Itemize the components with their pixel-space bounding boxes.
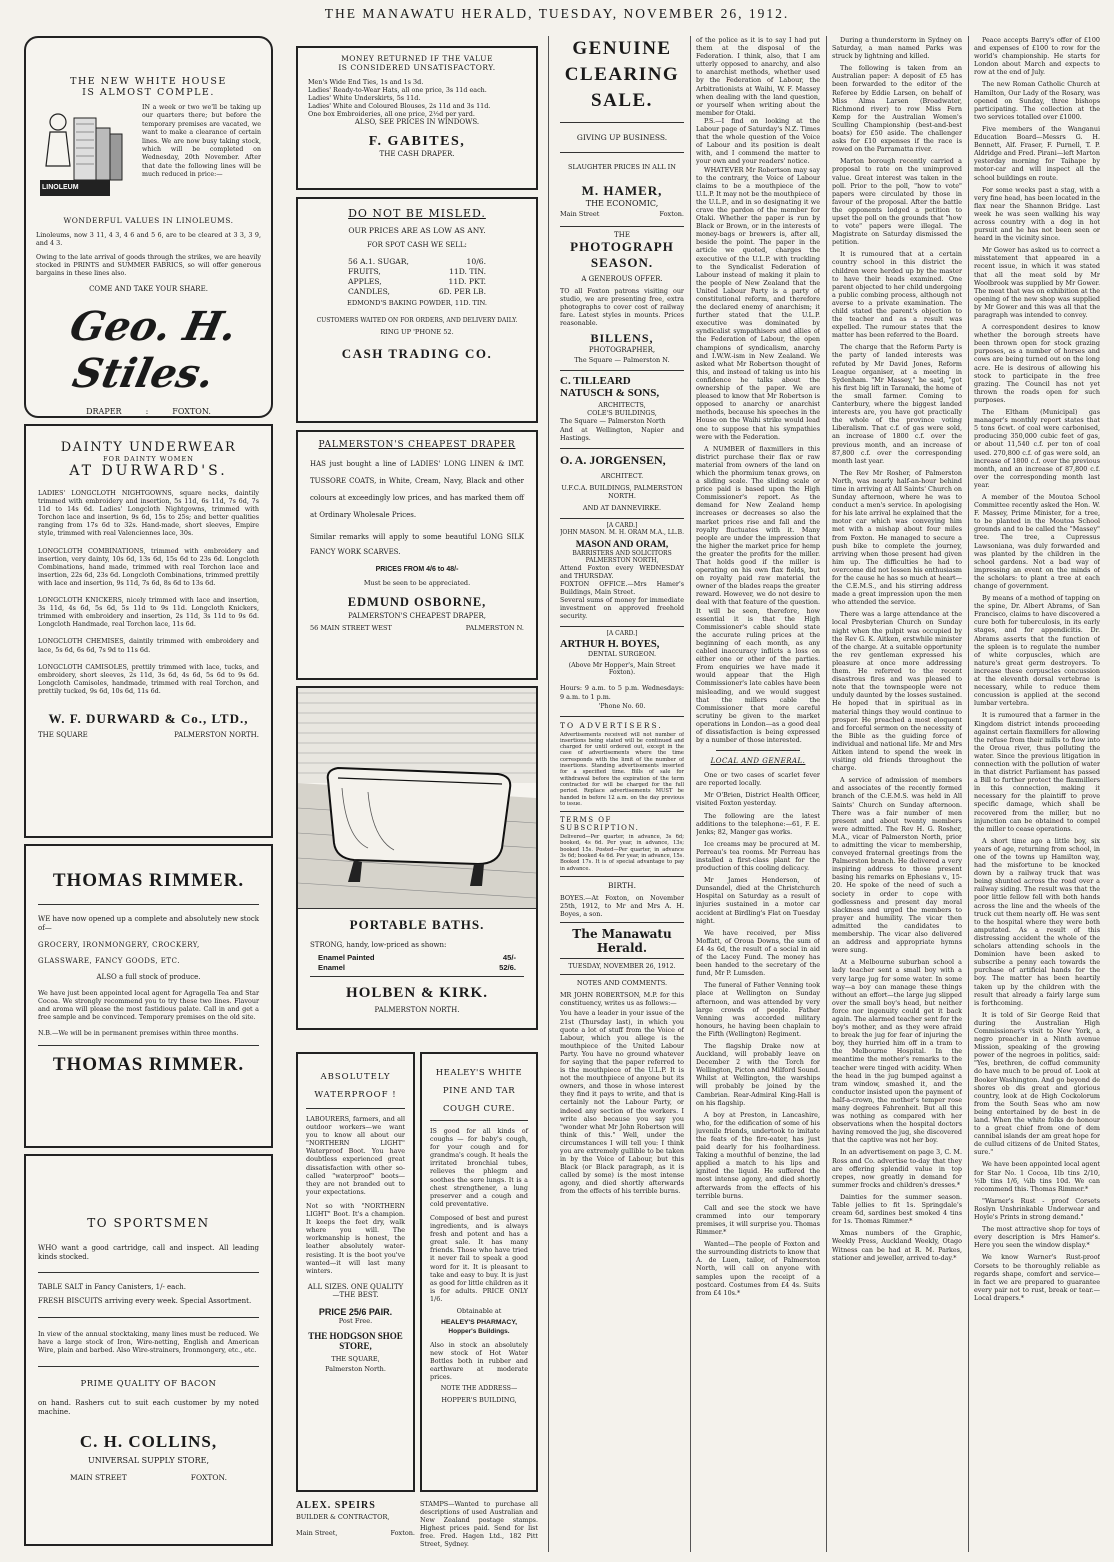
- gabites-item-6: ALSO, SEE PRICES IN WINDOWS.: [354, 118, 480, 127]
- durward-addr-2: PALMERSTON NORTH.: [174, 730, 259, 739]
- baths-row-2-label: Enamel: [318, 963, 346, 973]
- hamer-giving-up: GIVING UP BUSINESS.: [576, 133, 668, 142]
- waterproof-town: Palmerston North.: [325, 1364, 386, 1373]
- healey-heading-1: HEALEY'S WHITE: [435, 1068, 523, 1078]
- col4-para-6: One or two cases of scarlet fever are reported locally.: [696, 771, 820, 788]
- cash-waited: CUSTOMERS WAITED ON FOR ORDERS, AND DELIVERY DAILY.: [316, 317, 518, 324]
- gabites-item-1: Men's Wide End Ties, 1s and 1s 3d.: [308, 78, 424, 86]
- terms-text: Delivered—Per quarter, in advance, 3s 6d; booked, 4s 6d. Per year, in advance, 13s; booked 15s. Posted—Per quarter, in advance 3s 6d; booked 4s 6d. Per year, in advance, 15s. Booked 17s. It is of special advantage to pay in advance.: [560, 834, 684, 872]
- healey-pharmacy: HEALEY'S PHARMACY,: [440, 1318, 517, 1326]
- collins-salt: TABLE SALT in Fancy Canisters, 1/- each.: [38, 1283, 187, 1291]
- cash-price-row: [348, 277, 486, 287]
- col6-para-8: By means of a method of tapping on the spine, Dr. Albert Abrams, of San Francisco, claims to have discovered a cure both for tuberculosis, in its early stages, and for appendicitis. Dr. Abrams asserts that the function of the spleen is to regulate the number of white corpuscles, which are nature's great germ destroyers. To increase these corpuscles concussion at the eleventh dorsal vertebrae is necessary, while to reduce them concussion is applied at the second lumbar vertebra.: [974, 594, 1100, 708]
- gabites-ad: [296, 46, 538, 190]
- col5-para-3: It is rumoured that at a certain country school in this district the children were herded up by the master to have their heads examined. One parent objected to her child undergoing a public combing process, although not averse to a private examination. The child stated the parent's objection to the teacher and as a result was expelled. The rumour states that the matter has been referred to the Board.: [832, 250, 962, 340]
- hamer-heading-1: GENUINE: [572, 38, 672, 59]
- col5-para-2: Marton borough recently carried a proposal to rate on the unimproved value. Great interest was taken in the poll. Prior to the poll, "how to vote" papers were circulated by those in favour of the proposal. After the battle the opponents lodged a petition to upset the poll on the grounds that "how to vote" papers were illegal. The Magistrate on Saturday dismissed the petition.: [832, 157, 962, 247]
- cash-price: 6D. PER LB.: [438, 287, 486, 296]
- boyes-sub: DENTAL SURGEON.: [587, 650, 657, 659]
- col4-para-12: The funeral of Father Venning took place at Wellington on Sunday afternoon, and was attended by very large crowds of people. Father Venning was accorded military honours, he having been chaplain to the Fifth (Wellington) Regiment.: [696, 981, 820, 1038]
- healey-buildings: Hopper's Buildings.: [448, 1327, 510, 1335]
- advertisers-heading: TO ADVERTISERS.: [560, 720, 663, 730]
- mason-firm: MASON AND ORAM,: [575, 539, 669, 550]
- cash-spot: FOR SPOT CASH WE SELL:: [367, 241, 467, 249]
- osborne-sub: PALMERSTON'S CHEAPEST DRAPER,: [348, 612, 486, 620]
- waterproof-square: THE SQUARE,: [331, 1354, 380, 1363]
- boyes-card: [A CARD.]: [606, 630, 638, 638]
- col4-para-9: Ice creams may be procured at M. Perreau's tea rooms. Mr Perreau has installed a first-class plant for the production of this cooling delicacy.: [696, 839, 820, 873]
- rimmer-title: THOMAS RIMMER.: [52, 870, 245, 891]
- stiles-linoleum-prices: Linoleums, now 3 11, 4 3, 4 6 and 5 6, are to be cleared at 3 3, 3 9, and 4 3.: [36, 231, 261, 248]
- baths-intro: STRONG, handy, low-priced as shown:: [310, 941, 447, 949]
- birth-heading: BIRTH.: [608, 880, 636, 890]
- hamer-heading-3: SALE.: [591, 90, 653, 111]
- stiles-body: IN a week or two we'll be taking up our quarters there; but before the temporary premises are vacated, we want to make a clearance of certain lines. We are now busy taking stock, which will be completed on Wednesday, 20th November. After that date the following lines will be much reduced in price:—: [142, 104, 261, 179]
- osborne-addr-2: PALMERSTON N.: [465, 624, 524, 632]
- col6-para-1: The new Roman Catholic Church at Hamilton, Our Lady of the Rosary, was opened on Sunday, three bishops participating. The collection at the two services totalled over £1000.: [974, 80, 1100, 121]
- durward-headline: DAINTY UNDERWEAR: [60, 440, 237, 455]
- healey-heading-3: COUGH CURE.: [442, 1104, 515, 1114]
- stiles-share: COME AND TAKE YOUR SHARE.: [89, 285, 208, 294]
- stiles-values-heading: WONDERFUL VALUES IN LINOLEUMS.: [63, 216, 234, 225]
- waterproof-northern-light: Not so with "NORTHERN LIGHT" Boot. It's a champion. It keeps the feet dry, walk where you will. The workmanship is honest, the leather absolutely water-resisting. It is the boot you've wanted—it will last many winters.: [306, 1201, 405, 1275]
- cash-item: CANDLES,: [348, 287, 390, 296]
- col4-para-15: Call and see the stock we have crammed into our temporary premises, it will surprise you. Thomas Rimmer.*: [696, 1203, 820, 1237]
- waterproof-sizes: ALL SIZES. ONE QUALITY—THE BEST.: [307, 1282, 404, 1299]
- billens-sub: PHOTOGRAPHER,: [588, 346, 656, 355]
- rimmer-intro: WE have now opened up a complete and absolutely new stock of—: [38, 915, 259, 932]
- col5-para-5: The Rev Mr Rosher, of Palmerston North, was nearly half-an-hour behind time in arriving at All Saints' Church on Sunday afternoon, where he was to conduct a men's service. In apologising for his late arrival he explained that the motor car which was conveying him met with a mishap about four miles from Foxton. He managed to secure a push bike to complete the journey, arriving when those present had given him up. The difficulties he had to overcome did not lessen his enthusiasm for the cause he has so much at heart—the C.E.M.S., and his stirring address made a great impression upon the men who attended the service.: [832, 468, 962, 607]
- collins-firm: C. H. COLLINS,: [79, 1431, 218, 1451]
- stamps-text: STAMPS—Wanted to purchase all descriptions of used Australian and New Zealand postage stamps. Highest prices paid. Send for list free. Fred. Hagen Ltd., 182 Pitt Street, Sydney.: [420, 1500, 538, 1549]
- gabites-item-4: Ladies' White and Coloured Blouses, 2s 11d and 3s 11d.: [308, 102, 491, 111]
- collins-store: UNIVERSAL SUPPLY STORE,: [87, 1455, 210, 1465]
- durward-addr-1: THE SQUARE: [38, 730, 88, 739]
- waterproof-labourers: LABOURERS, farmers, and all outdoor workers—we want you to know all about our "NORTHERN LIGHT" Waterproof Boot. You have doubtless experienced great dissatisfaction with other so-called "waterproof" boots—they are not branded out to your expectations.: [306, 1115, 405, 1196]
- col5-para-6: There was a large attendance at the local Presbyterian Church on Sunday night when the pulpit was occupied by the Rev G. K. Aitken, erstwhile minister of the charge. At a suitable opportunity the rev gentleman expressed his pleasure at once more addressing them. He referred to the recent disastrous fires and was pleased to note that the townspeople were not unduly daunted by the losses sustained. He hoped that in spiritual as in material things they would continue to prosper. He preached a most eloquent and forceful sermon on the necessity of the Bible as the guiding force of individual and national life. Mr and Mrs Aitken intend to spend the week in visiting old friends throughout the charge.: [832, 610, 962, 773]
- healey-coughs: IS good for all kinds of coughs — for baby's cough, for your cough and for grandma's cough. It heals the irritated bronchial tubes, relieves the phlegm and soothes the sore lungs. It is a chest strengthener, a lung preserver and a cough and cold preventative.: [430, 1127, 528, 1208]
- durward-shop-name: AT DURWARD'S.: [69, 463, 228, 479]
- mason-name-2: M. H. ORAM M.A., LL.B.: [608, 528, 684, 536]
- stiles-colon: :: [145, 407, 149, 417]
- rimmer-line-3: ALSO a full stock of produce.: [96, 973, 201, 981]
- baths-row-2-price: 52/6.: [499, 963, 516, 973]
- col4-para-8: The following are the latest additions to the telephone:—61, F. E. Jenks; 82, Manger gas works.: [696, 811, 820, 836]
- mason-name-1: JOHN MASON.: [560, 528, 606, 536]
- rimmer-line-1: GROCERY, IRONMONGERY, CROCKERY,: [38, 941, 200, 949]
- gabites-sub: THE CASH DRAPER.: [379, 150, 455, 159]
- col4-para-3: P.S.—I find on looking at the Labour page of Saturday's N.Z. Times that the whole question of the Voice of Labour and its position is dealt with, and I commend the matter to your own and your readers' notice.: [696, 116, 820, 166]
- hamer-name: M. HAMER,: [581, 183, 663, 198]
- cash-price-row: [348, 287, 486, 297]
- billens-heading-3: SEASON.: [590, 255, 654, 270]
- durward-chemises: LONGCLOTH CHEMISES, daintily trimmed with embroidery and lace, 5s 6d, 6s 6d, 7s 9d to 11s 6d.: [38, 637, 259, 654]
- billens-heading-2: PHOTOGRAPH: [570, 239, 674, 254]
- paper-date: TUESDAY, NOVEMBER 26, 1912.: [568, 963, 676, 971]
- collins-rashers: on hand. Rashers cut to suit each customer by my noted machine.: [38, 1399, 259, 1416]
- rimmer-ad: [24, 844, 273, 1148]
- tilleard-bldg: COLE'S BUILDINGS,: [587, 409, 657, 418]
- healey-address: HOPPER'S BUILDING,: [441, 1396, 517, 1405]
- baths-firm: HOLBEN & KIRK.: [346, 985, 488, 1002]
- mason-office: FOXTON OFFICE.—Mrs Hamer's Buildings, Main Street.: [560, 579, 684, 597]
- waterproof-heading-1: ABSOLUTELY: [320, 1072, 391, 1082]
- col5-para-0: During a thunderstorm in Sydney on Saturday, a man named Parks was struck by lightning and killed.: [832, 36, 962, 61]
- col4-para-4: WHATEVER Mr Robertson may say to the contrary, the Voice of Labour claims to be a mouthpiece of the U.L.P. It may not be the mouthpiece of the U.L.P., and in so designating it we crave the pardon of the member for Otaki. Whether the paper is run by Black or Brown, or in the interests of money-bags or brewers is, after all, beside the point. The paper in the article we quoted, charges the executive of the U.L.P. with truckling to the Syndicalist Federation of Labour instead of making it plain to the people of New Zealand that the United Labour Party is a party of constitutional reform, and therefore the declared enemy of anarchism; it further stated that the U.L.P. executive was dominated by syndicalist sympathisers and allies of the Federation of Labour, the open champions of syndicalism, anarchy and I.W.W.-ism in New Zealand. We asked what Mr Robertson thought of this, and instead of taking us into his confidence he talks about the ownership of the paper. We are pleased to know that Mr Robertson is opposed to anarchy or anarchist methods, because his speeches in the House on the Waihi strike would lead one to suppose that his sympathies were with the Federation.: [696, 165, 820, 441]
- durward-subheadline: FOR DAINTY WOMEN: [103, 455, 194, 463]
- mason-card: [A CARD.]: [606, 521, 638, 529]
- gabites-item-3: Ladies' White Underskirts, 5s 11d.: [308, 94, 421, 103]
- column-rule-4: [968, 36, 969, 1552]
- cash-trading-ad: [296, 197, 538, 423]
- col4-para-13: The flagship Drake now at Auckland, will probably leave on December 2 with the Torch for Wellington, Picton and Milford Sound. Whilst at Wellington, the warships will probably be joined by the Cambrian. Rear-Admiral King-Hall is on his flagship.: [696, 1041, 820, 1107]
- col6-para-14: The most attractive shop for toys of every description is Mrs Hamer's. Here you seen the window display.*: [974, 1225, 1100, 1250]
- mason-money: Several sums of money for immediate investment on approved freehold security.: [560, 596, 684, 621]
- stamps-ad: [420, 1500, 538, 1550]
- col6-para-3: For some weeks past a stag, with a very fine head, has been located in the flax near the Shannon Bridge. Last week he was seen walking his way across country with a dog in hot pursuit and he has not been seen or heard in the vicinity since.: [974, 185, 1100, 243]
- durward-knickers: LONGCLOTH KNICKERS, nicely trimmed with lace and insertion, 3s 11d, 4s 6d, 5s 6d, 5s 11d to 9s 11d. Longcloth Knickers, trimmed with embroidery and insertion, 2s 11d, 3s 11d to 9s 6d. Longcloth Handmade, real Torchon lace, 11s 6d.: [38, 596, 259, 629]
- column-6: [974, 36, 1100, 1556]
- osborne-ad: [296, 430, 538, 680]
- collins-biscuits: FRESH BISCUITS arriving every week. Special Assortment.: [38, 1297, 252, 1306]
- speirs-street: Main Street,: [296, 1529, 338, 1537]
- stiles-draper: DRAPER: [86, 407, 122, 417]
- speirs-ad: [296, 1500, 415, 1550]
- speirs-town: Foxton.: [390, 1529, 415, 1537]
- col6-para-5: A correspondent desires to know whether the borough streets have been thrown open for stock grazing purposes, as a number of horses and cows are being turned out on the long acre. He is desirous of allowing his stock to participate in the free grazing. The Council has not yet thrown the roads open for such purposes.: [974, 323, 1100, 404]
- gabites-item-5: One box Embroideries, all one price, 2½d per yard.: [308, 110, 475, 119]
- baths-heading: PORTABLE BATHS.: [349, 917, 485, 932]
- col5-para-10: Dainties for the summer season. Table jellies to fit 1s. Springdale's cream 6d, sardines best smoked 4 tins for 1s. Thomas Rimmer.*: [832, 1192, 962, 1226]
- cash-price: 11D. TIN.: [449, 267, 486, 276]
- masthead: THE MANAWATU HERALD, TUESDAY, NOVEMBER 26, 1912.: [324, 6, 790, 21]
- osborne-addr-1: 56 MAIN STREET WEST: [310, 624, 392, 632]
- stiles-ad: [24, 36, 273, 418]
- billens-addr: The Square — Palmerston N.: [574, 356, 670, 365]
- col6-para-15: We know Warner's Rust-proof Corsets to be thoroughly reliable as regards shape, comfort and service—in fact we are prepared to guarantee every pair not to rust, break or tear.—Local drapers.*: [974, 1253, 1100, 1302]
- waterproof-store: THE HODGSON SHOE STORE,: [308, 1330, 403, 1351]
- healey-ad: [420, 1052, 538, 1492]
- col4-para-1: You have a leader in your issue of the 21st (Thursday last), in which you quote a lot of stuff from the Voice of Labour, which you allege is the mouthpiece of the United Labour Party. You have no ground whatever for saying that the paper referred to is the mouthpiece of the U.L.P. It is not the mouthpiece of anyone but its owners, and those in whose interest they find it pays to write, and that is certainly not the Labour Party, or indeed any section of the workers. I write also because you say you "wonder what Mr John Robertson will think of this." Well, under the circumstances I will tell you: I think you are extremely gullible to be taken in by the Voice of Labour, but this Black (or Black paragraph, as it is called by some) is the most intense agony, and died shortly afterwards from the effects of his terrible burns.: [560, 1009, 684, 1196]
- col6-para-13: "Warner's Rust - proof Corsets Roslyn Unshrinkable Underwear and Hoyle's Prints in strong demand.": [974, 1196, 1100, 1222]
- col6-para-0: Peace accepts Barry's offer of £100 and expenses of £100 to row for the world's championship. He starts for London about March and expects to row at the end of July.: [974, 36, 1100, 77]
- mason-attend: Attend Foxton every WEDNESDAY and THURSDAY.: [560, 563, 684, 580]
- column-4: [696, 36, 820, 1556]
- osborne-scarves: Similar remarks will apply to some beautiful LONG SILK FANCY WORK SCARVES.: [310, 533, 524, 556]
- rimmer-agency: We have just been appointed local agent for Agragella Tea and Star Cocoa. We strongly recommend you to try these two lines. Flavour and aroma will please the most fastidious palate. Call in and get a free sample and be convinced. Temporary premises on the old site.: [38, 989, 259, 1022]
- collins-heading: TO SPORTSMEN: [87, 1216, 210, 1230]
- jorgensen-name: O. A. JORGENSEN,: [560, 452, 666, 467]
- waterproof-heading-2: WATERPROOF !: [314, 1090, 397, 1100]
- paper-title: The Manawatu Herald.: [572, 927, 672, 956]
- healey-heading-2: PINE AND TAR: [442, 1086, 516, 1096]
- rimmer-title-2: THOMAS RIMMER.: [52, 1054, 245, 1076]
- hamer-sub: THE ECONOMIC,: [585, 199, 659, 208]
- col5-para-7: A service of admission of members and associates of the recently formed branch of the C.E.M.S. was held in All Saints' Church on Sunday afternoon. There was a fair number of men present and about twenty members were admitted. The Rev H. G. Rosher, M.A., vicar of Palmerston North, prior to admitting the vicar to membership, conveyed fraternal greetings from the Palmerston branch. He delivered a very inspiring address to those present basing his remarks on Ephesians v., 15-20. He spoke of the need of such a society in order to cope with godlessness and present day moral slackness and urged the members to prayer and humility. The vicar then admitted the candidates to membership. The vicar also delivered an address and appropriate hymns were sung.: [832, 776, 962, 955]
- cash-subheading: OUR PRICES ARE AS LOW AS ANY.: [348, 226, 486, 235]
- hamer-town: Foxton.: [659, 210, 684, 218]
- billens-name: BILLENS,: [590, 331, 654, 346]
- hamer-heading-2: CLEARING: [564, 64, 680, 85]
- mason-sub: BARRISTERS AND SOLICITORS PALMERSTON NORTH,: [572, 549, 672, 564]
- durward-firm: W. F. DURWARD & Co., LTD.,: [48, 710, 249, 726]
- gabites-item-2: Ladies' Ready-to-Wear Hats, all one price, 3s 11d each.: [308, 86, 487, 95]
- rimmer-line-2: GLASSWARE, FANCY GOODS, ETC.: [38, 957, 180, 965]
- boyes-name: ARTHUR H. BOYES,: [560, 639, 660, 651]
- waterproof-price: PRICE 25/6 PAIR.: [318, 1306, 393, 1317]
- osborne-coats: HAS just bought a line of LADIES' LONG LINEN & IMT. TUSSORE COATS, in White, Cream, Navy, Black and other colours at exceedingly low prices, and has marked them off at Ordinary Wholesale Prices.: [310, 460, 524, 519]
- col4-para-14: A boy at Preston, in Lancashire, who, for the edification of some of his juvenile friends, undertook to imitate the feats of the fire-eater, has just paid dearly for his foolhardiness. Taking a mouthful of benzine, the lad applied a match to his lips and ignited the liquid. He suffered the most intense agony, and died shortly afterwards from the effects of his terrible burns.: [696, 1110, 820, 1200]
- billens-heading-1: THE: [614, 231, 630, 239]
- col6-para-4: Mr Gower has asked us to correct a misstatement that appeared in a recent issue, in which it was stated that all the meat sold by Mr Woolbrook was supplied by Mr Gower. The meat that was on exhibition at the opening of the new shop was supplied by Mr Gower and this was all that the paragraph was intended to convey.: [974, 246, 1100, 319]
- col4-para-2: of the police as it is to say I had put them at the disposal of the Federation. I think, also, that I am utterly opposed to anarchy, and also to anarchist methods, whether used by the Federation of Labour, the Arbitrationists at Waihi, W. F. Massey when dealing with the land question, or yourself when writing about the member for Otaki.: [696, 36, 820, 117]
- col6-para-11: It is told of Sir George Reid that during the Australian High Commissioner's visit to New York, a negro preacher in a Ninth avenue Mission, speaking of the growing power of the negroes in politics, said: "Yes, brethren, de coffud community do have much to be proud of. Look at Booker Washington. And go beyond de shores ob dis great and glorious country, look at de High Cockolorum from the South Seas who am now being entertained by de best in de land. When the white folks do honour to a great chief from one of dem cannibal islands der am great hope for de cullud citizens of de United States, sure.": [974, 1010, 1100, 1157]
- osborne-heading: PALMERSTON'S CHEAPEST DRAPER: [318, 440, 516, 450]
- notes-heading: NOTES AND COMMENTS.: [576, 979, 668, 988]
- column-rule-1: [548, 36, 549, 1552]
- birth-notice: BOYES.—At Foxton, on November 25th, 1912, to Mr and Mrs A. H. Boyes, a son.: [560, 893, 684, 919]
- baths-row-1-price: 45/-: [502, 953, 516, 963]
- col4-para-16: Wanted—The people of Foxton and the surrounding districts to know that A. de Luen, tailor, of Palmerston North, will call on anyone with samples upon the receipt of a postcard. Costumes from £4 4s. Suits from £4 10s.*: [696, 1240, 820, 1297]
- jorgensen-sub: ARCHITECT.: [600, 471, 644, 480]
- collins-cartridge: WHO want a good cartridge, call and inspect. All leading kinds stocked.: [38, 1244, 259, 1261]
- col6-para-2: Five members of the Wanganui Education Board—Messrs G. H. Bennett, Alf. Fraser, F. Purnell, T. P. Aldridge and Fred. Pirani—left Marton yesterday morning for Taihape by motor-car and will inspect all the school buildings en route.: [974, 124, 1100, 182]
- col6-para-12: We have been appointed local agent for Star No. 1 Cocoa, 1lb tins 2/10, ½lb tins 1/6, ¼lb tins 10d. We can recommend this. Thomas Rimmer.*: [974, 1160, 1100, 1193]
- healey-ingredients: Composed of best and purest ingredients, and is always fresh and potent and has a great sale. It has many friends. Those who have tried it never fail to speak a good word for it. It is pleasant to take and easy to buy. It is just as good for little children as it is for adults. PRICE ONLY 1/6.: [430, 1213, 529, 1303]
- gabites-heading-2: IS CONSIDERED UNSATISFACTORY.: [338, 63, 496, 72]
- collins-bacon: PRIME QUALITY OF BACON: [80, 1379, 217, 1390]
- cash-price-row: [348, 257, 486, 267]
- cash-ring: RING UP 'PHONE 52.: [380, 328, 454, 336]
- terms-heading: TERMS OF SUBSCRIPTION.: [560, 816, 640, 833]
- baths-row-1-label: Enamel Painted: [318, 953, 375, 963]
- cash-item: 56 A.1. SUGAR,: [348, 257, 409, 266]
- cash-edmond: EDMOND'S BAKING POWDER, 11D. TIN.: [347, 299, 487, 307]
- col5-para-11: Xmas numbers of the Graphic, Weekly Press, Auckland Weekly, Otago Witness can be had at R. M. Parkes, stationer and jeweller, arrived to-day.*: [832, 1229, 962, 1262]
- waterproof-ad: [296, 1052, 415, 1492]
- cash-item: FRUITS,: [348, 267, 381, 276]
- stiles-headline-1: THE NEW WHITE HOUSE: [70, 76, 227, 87]
- cash-price-list: [308, 257, 526, 297]
- collins-street: MAIN STREET: [70, 1472, 127, 1482]
- osborne-prices: PRICES FROM 4/6 to 48/-: [375, 566, 459, 573]
- bath-illustration: [298, 688, 536, 909]
- jorgensen-bldg: U.F.C.A. BUILDINGS, PALMERSTON NORTH.: [561, 483, 683, 500]
- hamer-slaughter: SLAUGHTER PRICES IN ALL IN: [568, 163, 676, 171]
- column-rule-3: [826, 36, 827, 1552]
- col6-para-7: A member of the Moutoa School Committee recently asked the Hon. W. F. Massey, Prime Minister, for a tree, to be planted in the Moutoa School grounds and to be called the "Massey" tree. The tree, a Cupressus Lawsoniana, was duly forwarded and was planted by the children in the school gardens. Not a bad way of impressing an event on the minds of the scholars: to plant a tree at each change of government.: [974, 492, 1100, 590]
- durward-combinations: LONGCLOTH COMBINATIONS, trimmed with embroidery and insertion, very dainty, 10s 6d, 13s 6d, 15s 6d to 23s 6d. Longcloth Combinations, hand made, trimmed with real Torchon lace and insertion, 22s 6d, 23s 6d. Longcloth Combinations, trimmed prettily with lace and insertion, 9s 11d, 7s 6d, 8s 6d to 13s 6d.: [38, 546, 259, 587]
- stiles-town: FOXTON.: [172, 407, 211, 417]
- cash-price-row: [348, 267, 486, 277]
- collins-town: FOXTON.: [190, 1472, 227, 1482]
- col5-para-1: The following is taken from an Australian paper: A deposit of £5 has been forwarded to the editor of the Referee by Eddie Larsen, on behalf of Miss Alma Larsen (Broadwater, Richmond river) to row Miss Fern Kemp for the Australian Women's Sculling Championship (best-and-best boats) for £50 aside. The challenger asks for £10 expenses if the race is rowed on the Parramatta river.: [832, 64, 962, 154]
- cash-price: 10/6.: [466, 257, 486, 266]
- cash-price: 11D. PKT.: [448, 277, 486, 286]
- col4-para-10: Mr James Henderson, of Dunsandel, died at the Christchurch Hospital on Saturday as a result of injuries sustained in a motor car accident at Birdling's Flat on Tuesday night.: [696, 876, 820, 925]
- durward-nightgowns: LADIES' LONGCLOTH NIGHTGOWNS, square necks, daintily trimmed with embroidery and insertion, 5s 11d, 6s 11d, 7s 6d, 7s 11d to 14s 6d. Ladies' Longcloth Nightgowns, trimmed with Torchon lace and insertion, 9s 6d, 15s to 25s; and better qualities ranging from 17s 6d to 32s. Hand-made, short sleeves, Empire style, trimmed with real Valenciennes lace, 30s.: [38, 489, 259, 538]
- stiles-prints-note: Owing to the late arrival of goods through the strikes, we are heavily stocked in PRINTS and SUMMER FABRICS, so will offer generous bargains in these lines also.: [36, 253, 261, 278]
- col5-para-8: At a Melbourne suburban school a lady teacher sent a small boy with a very large jug for some water. In some way—a boy can manage these things without an effort—the large jug slipped over the small boy's head, but neither force nor ingenuity could get it back again. The alarmed teacher sent for the boy's mother, and as they were afraid to break the jug for fear of injuring the boy, they hurried him off in a tram to the Melbourne Hospital. In the meantime the mother's remarks to the teacher were tinged with acidity. When the head in the jug bumped against a tram window, smashed it, and the conductor insisted upon the payment of half-a-crown, the mother's temper rose many degrees Fahrenheit. But all this was nothing as compared with her observations when the hospital doctors having removed the jug, she discovered that the captive was not her boy.: [832, 958, 962, 1145]
- healey-bottles: Also in stock an absolutely new stock of Hot Water Bottles both in rubber and earthware at moderate prices.: [430, 1340, 528, 1382]
- collins-ad: [24, 1154, 273, 1546]
- column-5: [832, 36, 962, 1556]
- tilleard-also: And at Wellington, Napier and Hastings.: [560, 425, 684, 442]
- col6-para-9: It is rumoured that a farmer in the Kingdom district intends proceeding against certain flaxmillers for allowing the refuse from their mills to flow into the Oroua river, thus polluting the water. Since the previous litigation in connection with the pollution of water in that district Parliament has passed a Bill to further protect the flaxmillers in this connection, making it necessary for the plaintiff to prove specific damage, which shall be recovered from the miller, but no injunction can be obtained to compel the miller to cease operations.: [974, 711, 1100, 833]
- durward-camisoles: LONGCLOTH CAMISOLES, prettily trimmed with lace, tucks, and embroidery, short sleeves, 2s 11d, 3s 6d, 4s 6d, 5s 6d to 9s 6d. Longcloth Camisoles, handmade, trimmed with real Torchon, and prettily tucked, 9s 6d, 10s 6d, 11s 6d.: [38, 662, 259, 695]
- tilleard-square: The Square — Palmerston North: [560, 417, 666, 426]
- stiles-headline-2: IS ALMOST COMPLE.: [82, 87, 215, 98]
- advertisers-text: Advertisements received will not number of insertions being stated will be continued and charged for until ordered out, except in the case of advertisements where the time corresponds with the limit of the number of insertions. Standing advertisements inserted for a specified time. Bills of sale for withdrawal before the expiration of the term contracted for will be charged for the full period. Replace advertisements MUST be handed in before 12 a.m. on the day previous to issue.: [560, 731, 684, 807]
- cash-item: APPLES,: [348, 277, 382, 286]
- collins-stocktaking: In view of the annual stocktaking, many lines must be reduced. We have a large stock of Iron, Wire-netting, English and American Wire, plain and barbed. Also Wire-strainers, Ironmongery, etc., etc.: [38, 1330, 259, 1355]
- linoleum-label: LINOLEUM: [42, 184, 79, 191]
- gabites-name: F. GABITES,: [368, 134, 466, 150]
- col6-para-10: A short time ago a little boy, six years of age, returning from school, in one of the towns up Hamilton way, had the misfortune to be knocked down by a railway truck that was being shunted across the road over a railway siding. The result was that the poor little fellow fell with both hands across the line and the wheels of the truck cut them nearly off. He was sent to the hospital where they were both amputated. As a result of this distressing accident the whole of the scholars attending schools in the Dominion have been asked to subscribe a penny each towards the purchase of artificial hands for the boy. The matter has been heartily taken up by the children with the result that already a fairly large sum is forthcoming.: [974, 836, 1100, 1007]
- billens-heading-4: A GENEROUS OFFER.: [581, 275, 663, 283]
- osborne-see: Must be seen to be appreciated.: [363, 579, 471, 587]
- col5-para-4: The charge that the Reform Party is the party of landed interests was refuted by Mr David Jones, Reform League organiser, at a meeting in Sydenham. "Mr Massey," he said, "got his first big lift in Taranaki, the home of the small farmer. Coming to Canterbury, where the biggest landed interests are, you have got practically the whole of the province voting Liberalism. That c.f. of gas were sold, an increase of 1800 c.f. over the previous month, and an increase of 87,800 c.f. over the corresponding month last year.: [832, 343, 962, 465]
- boyes-phone: 'Phone No. 60.: [598, 702, 646, 710]
- tilleard-sub: ARCHITECTS,: [598, 401, 646, 410]
- boyes-hours: Hours: 9 a.m. to 5 p.m. Wednesdays: 9 a.m. to 1 p.m.: [560, 684, 684, 701]
- column-rule-2: [690, 36, 691, 1552]
- tilleard-name: C. TILLEARD NATUSCH & SONS,: [560, 375, 660, 400]
- waterproof-post: Post Free.: [338, 1316, 373, 1325]
- col4-para-0: MR JOHN ROBERTSON, M.P. for this constituency, writes us as follows:—: [560, 991, 684, 1008]
- stiles-signature: Geo. H. Stiles.: [65, 303, 242, 398]
- gabites-heading-1: MONEY RETURNED IF THE VALUE: [341, 54, 493, 63]
- hamer-street: Main Street: [560, 210, 600, 218]
- cash-heading: DO NOT BE MISLED.: [348, 207, 486, 220]
- healey-note: NOTE THE ADDRESS—: [440, 1385, 518, 1393]
- baths-ad: [296, 686, 538, 1030]
- healey-obtainable: Obtainable at: [456, 1306, 502, 1315]
- boyes-addr: (Above Mr Hopper's, Main Street Foxton).: [568, 662, 676, 677]
- osborne-name: EDMUND OSBORNE,: [347, 595, 487, 609]
- speirs-name: ALEX. SPEIRS: [296, 1500, 376, 1511]
- column-3: [560, 36, 684, 1556]
- col6-para-6: The Eltham (Municipal) gas manager's monthly report states that 5 tons 6cwt. of coal were carbonised, producing 350,000 cubic feet of gas, or about 11,540 c.f. per ton of coal used. 270,800 c.f. of gas were sold, an increase of 1800 c.f. over the previous month, and an increase of 87,800 c.f. over the corresponding month last year.: [974, 408, 1100, 489]
- billens-offer: TO all Foxton patrons visiting our studio, we are presenting free, extra photographs to cover cost of railway fare. Latest styles in mounts. Prices reasonable.: [560, 287, 684, 328]
- col5-para-9: In an advertisement on page 3, C. M. Ross and Co. advertise to-day that they are offering splendid value in top crepes, now greatly in demand for summer frocks and children's dresses.*: [832, 1148, 962, 1189]
- local-general-heading: LOCAL AND GENERAL.: [710, 757, 806, 766]
- cash-name: CASH TRADING CO.: [341, 346, 493, 361]
- durward-ad: [24, 424, 273, 838]
- col4-para-5: A NUMBER of flaxmillers in this district purchase their flax or raw material from owners of the land on which the phormium tenax grows, on a sliding scale. The sliding scale or price paid is based upon the High Commissioner's report. As the demand for New Zealand hemp increases or decreases so also the market prices rise and fall and the royalty fluctuates with it. Many people are under the impression that the higher the market price for hemp the greater the profits for the miller. That holds good if the miller is operating on his own flax fields, but on royalty paid raw material the owner of the blades reaps the greater reward. However, we do not desire to deal with that feature of the question. It will be seen, therefore, how essential it is that the High Commissioner's cable should state the accurate ruling prices at the beginning of each month, as any cabled inaccuracy inflicts a loss on either one or other of the parties. From enquiries we have made it would appear that the High Commissioner's late cables have been misleading, and we would suggest that the millers cable the Commissioner that more careful scrutiny be given to the market operations in London—as a good deal of dissatisfaction is being expressed by a number of those interested.: [696, 444, 820, 745]
- speirs-trade: BUILDER & CONTRACTOR,: [296, 1513, 390, 1521]
- jorgensen-also: AND AT DANNEVIRKE.: [582, 503, 662, 512]
- rimmer-nb: N.B.—We will be in permanent premises within three months.: [38, 1029, 239, 1038]
- baths-addr: PALMERSTON NORTH.: [374, 1006, 460, 1015]
- linoleum-illustration: [36, 104, 136, 204]
- col4-para-11: We have received, per Miss Moffatt, of Oroua Downs, the sum of £4 4s 6d, the result of a social in aid of the Lacey Fund. The money has been handed to the secretary of the fund, Mr P. Lumsden.: [696, 928, 820, 978]
- col4-para-7: Mr O'Brien, District Health Officer, visited Foxton yesterday.: [696, 791, 820, 808]
